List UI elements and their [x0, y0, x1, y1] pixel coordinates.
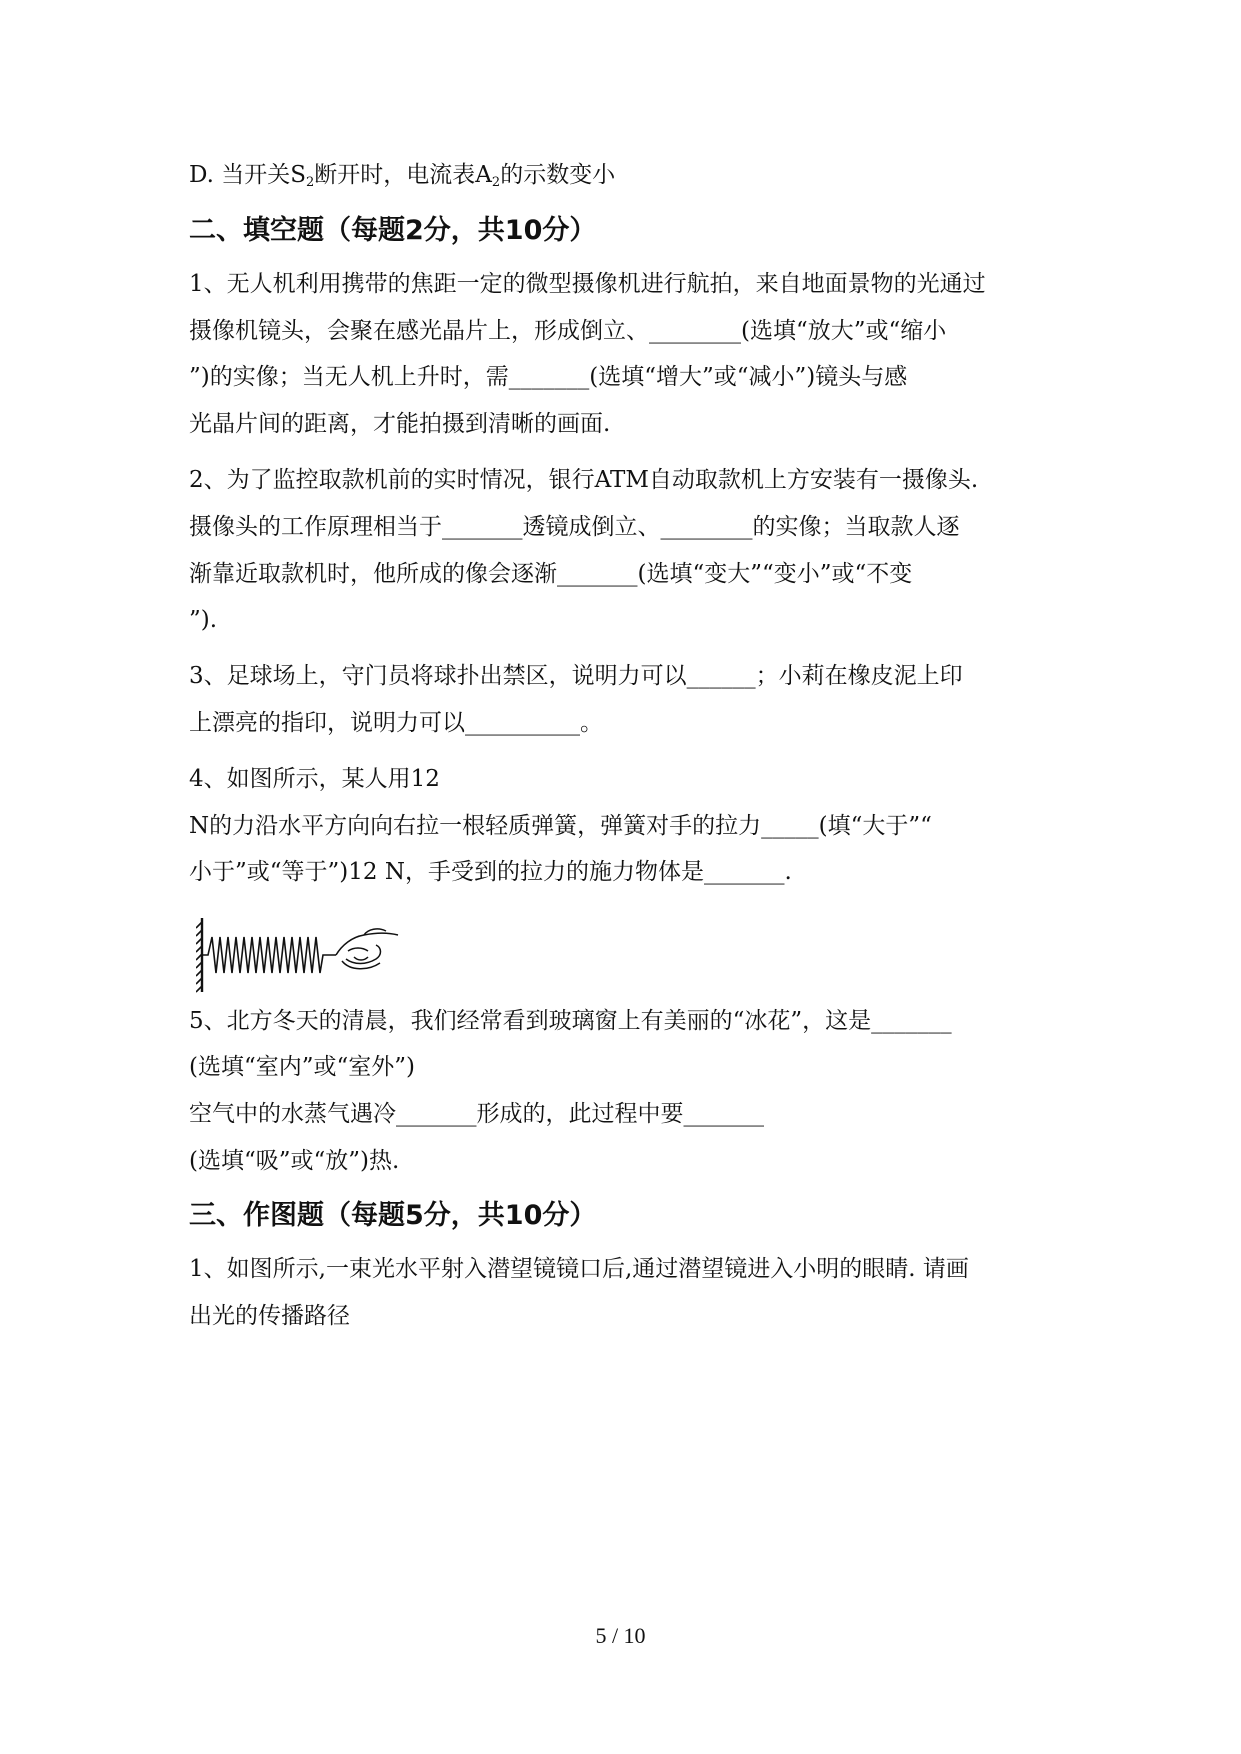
question-line: (选填“室内”或“室外”): [189, 1054, 415, 1080]
spring-icon: [202, 937, 336, 973]
question-line: 空气中的水蒸气遇冷_______形成的，此过程中要_______: [189, 1101, 764, 1127]
question-line: 上漂亮的指印，说明力可以__________。: [189, 710, 603, 736]
question-line: 4、如图所示，某人用12: [189, 766, 440, 792]
question-line: 1、如图所示,一束光水平射入潜望镜镜口后,通过潜望镜进入小明的眼睛. 请画: [189, 1256, 969, 1282]
option-d: D. 当开关$S_2$断开时，电流表$A_2$的示数变小: [189, 162, 616, 190]
question-line: 小于”或“等于”)12 N，手受到的拉力的施力物体是_______.: [189, 859, 792, 885]
question-line: 摄像机镜头，会聚在感光晶片上，形成倒立、________(选填“放大”或“缩小: [189, 318, 947, 344]
question-line: ”).: [189, 607, 218, 633]
question-line: 1、无人机利用携带的焦距一定的微型摄像机进行航拍，来自地面景物的光通过: [189, 271, 986, 297]
question-line: 3、足球场上，守门员将球扑出禁区，说明力可以______；小莉在橡皮泥上印: [189, 663, 963, 689]
spring-hand-figure: [196, 915, 426, 995]
section-2-heading: 二、填空题（每题2分，共10分）: [189, 215, 597, 246]
question-line: 出光的传播路径: [189, 1303, 350, 1329]
question-line: 摄像头的工作原理相当于_______透镜成倒立、________的实像；当取款人逐: [189, 514, 960, 540]
wall-icon: [196, 918, 202, 992]
page-number: 5 / 10: [595, 1623, 646, 1648]
question-line: 渐靠近取款机时，他所成的像会逐渐_______(选填“变大”“变小”或“不变: [189, 561, 913, 587]
hand-icon: [336, 929, 398, 969]
question-line: 2、为了监控取款机前的实时情况，银行ATM自动取款机上方安装有一摄像头.: [189, 467, 979, 493]
question-line: 5、北方冬天的清晨，我们经常看到玻璃窗上有美丽的“冰花”，这是_______: [189, 1008, 952, 1034]
section-3-heading: 三、作图题（每题5分，共10分）: [189, 1200, 597, 1231]
question-line: 光晶片间的距离，才能拍摄到清晰的画面.: [189, 411, 611, 437]
question-line: N的力沿水平方向向右拉一根轻质弹簧，弹簧对手的拉力_____(填“大于”“: [189, 813, 932, 839]
question-line: (选填“吸”或“放”)热.: [189, 1148, 400, 1174]
question-line: ”)的实像；当无人机上升时，需_______(选填“增大”或“减小”)镜头与感: [189, 364, 908, 390]
